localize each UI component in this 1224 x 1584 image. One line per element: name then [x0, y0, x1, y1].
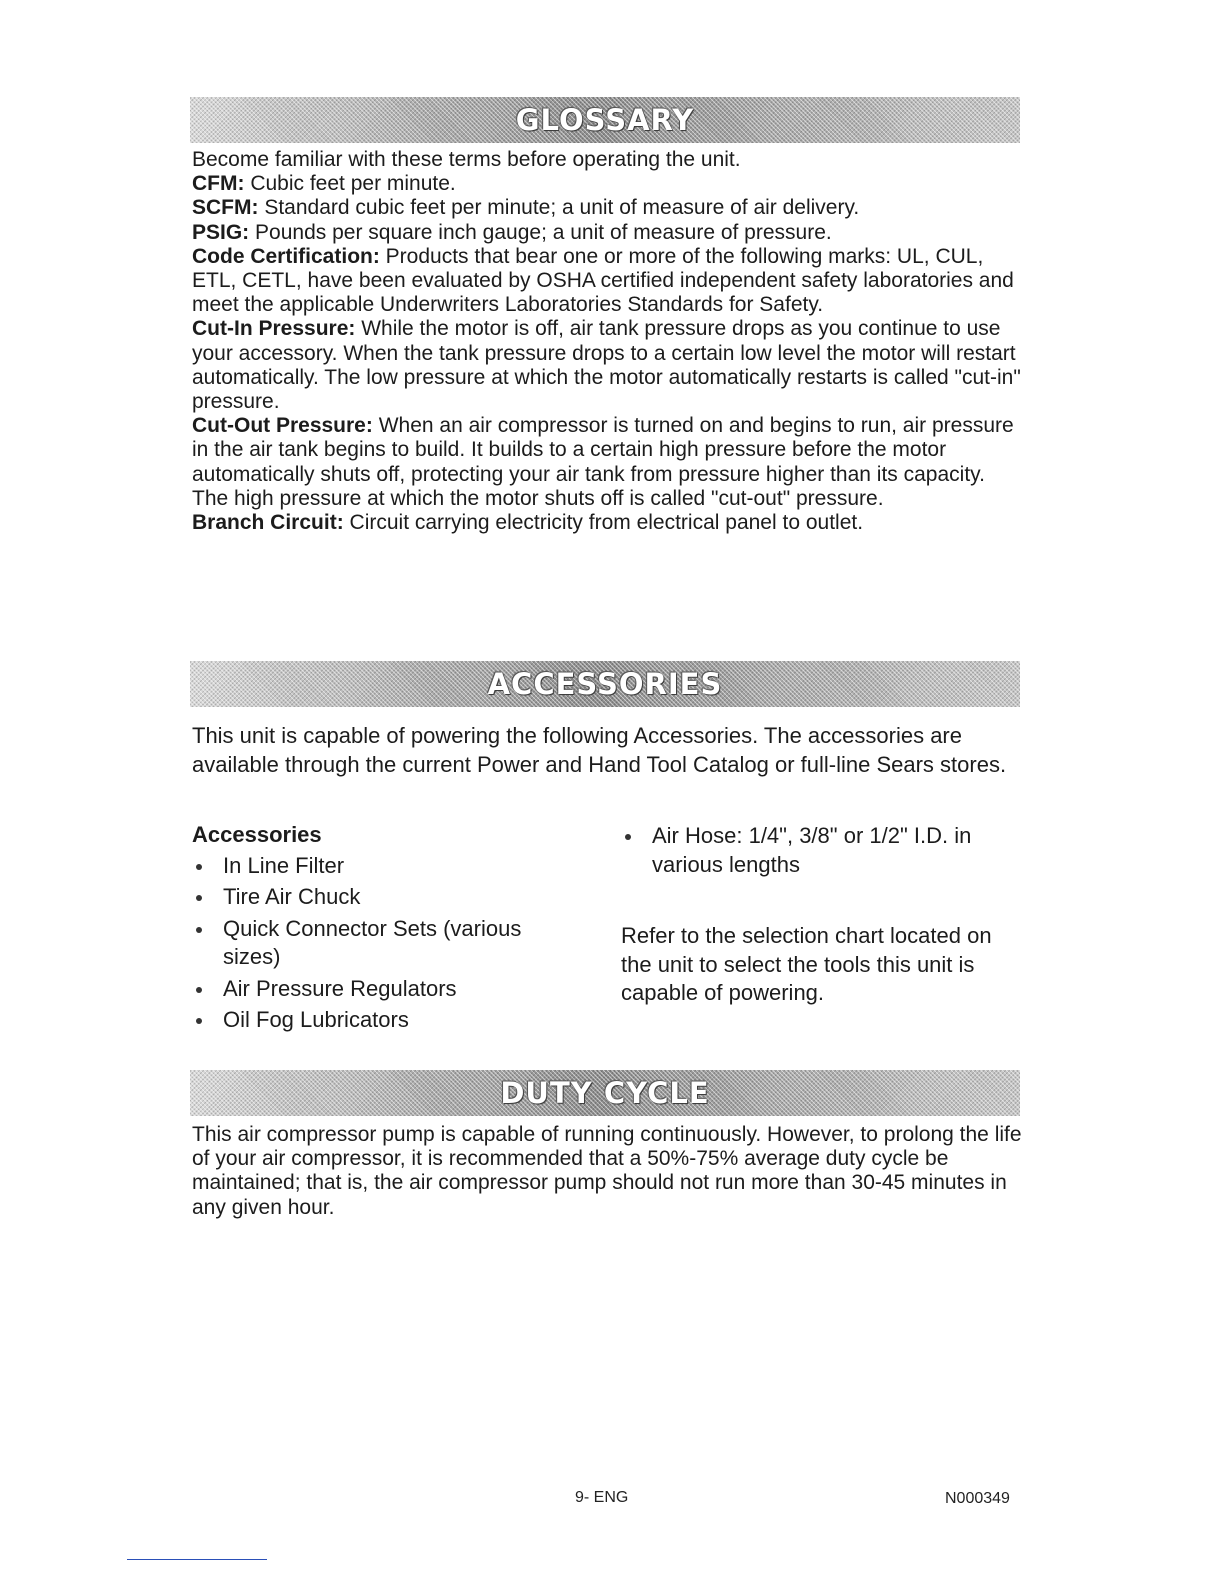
footer-divider [127, 1559, 267, 1560]
page-number: 9- ENG [575, 1489, 629, 1506]
glossary-definition: While the motor is off, air tank pressure drops as you continue to use your accessory. When the tank pressure drops to a certain low level the motor will restart automatically. The low pressure at which the motor automatically restarts is called "cut-in" pressure. [192, 317, 1021, 414]
glossary-section [192, 148, 1022, 535]
glossary-term: Cut-In Pressure: [192, 317, 356, 341]
accessories-list-heading: Accessories [192, 822, 322, 847]
accessories-right-column [621, 822, 1016, 1008]
bullet-icon [196, 927, 202, 933]
accessories-banner [190, 661, 1020, 707]
glossary-definition: Pounds per square inch gauge; a unit of measure of pressure. [249, 220, 832, 244]
glossary-intro: Become familiar with these terms before operating the unit. [192, 148, 741, 171]
glossary-entry-cut-out-pressure [192, 414, 1022, 511]
glossary-definition: Standard cubic feet per minute; a unit of measure of air delivery. [258, 196, 860, 220]
bullet-icon [625, 834, 631, 840]
glossary-definition: Products that bear one or more of the following marks: UL, CUL, ETL, CETL, have been evaluated by OSHA certified independent safety laboratories and meet the applicable Underwriters Laboratories Standards for Safety. [192, 244, 1014, 317]
glossary-definition: Cubic feet per minute. [244, 172, 456, 196]
list-item [192, 915, 562, 972]
accessories-list-right [621, 822, 1016, 879]
glossary-title: GLOSSARY [515, 103, 695, 137]
duty-cycle-banner [190, 1070, 1020, 1116]
bullet-icon [196, 1018, 202, 1024]
glossary-definition: When an air compressor is turned on and begins to run, air pressure in the air tank begins to build. It builds to a certain high pressure before the motor automatically shuts off, protecting your air tank from pressure higher than its capacity. The high pressure at which the motor shuts off is called "cut-out" pressure. [192, 414, 1014, 510]
glossary-entry-scfm [192, 196, 1022, 220]
bullet-icon [196, 895, 202, 901]
glossary-entry-code-certification [192, 245, 1022, 318]
list-item-text: Tire Air Chuck [223, 884, 361, 909]
duty-cycle-title: DUTY CYCLE [500, 1076, 710, 1110]
accessories-left-column [192, 821, 562, 1038]
accessories-note: Refer to the selection chart located on the unit to select the tools this unit is capable of powering. [621, 923, 992, 1005]
glossary-entry-cut-in-pressure [192, 317, 1022, 414]
list-item [192, 852, 562, 881]
glossary-term: Cut-Out Pressure: [192, 414, 373, 438]
list-item [192, 1006, 562, 1035]
list-item [192, 975, 562, 1004]
duty-cycle-text: This air compressor pump is capable of running continuously. However, to prolong the life of your air compressor, it is recommended that a 50%-75% average duty cycle be maintained; that is, the air compressor pump should not run more than 30-45 minutes in any given hour. [192, 1123, 1022, 1219]
bullet-icon [196, 987, 202, 993]
list-item-text: Air Pressure Regulators [223, 975, 457, 1001]
list-item-text: In Line Filter [223, 852, 345, 878]
document-code: N000349 [945, 1490, 1010, 1507]
accessories-list [192, 852, 562, 1035]
list-item-text: Oil Fog Lubricators [223, 1007, 409, 1032]
glossary-term: PSIG: [192, 220, 250, 244]
glossary-term: CFM: [192, 172, 245, 196]
list-item-text: Air Hose: 1/4", 3/8" or 1/2" I.D. in various lengths [652, 823, 972, 877]
accessories-intro: This unit is capable of powering the following Accessories. The accessories are available through the current Power and Hand Tool Catalog or full-line Sears stores. [192, 723, 1007, 777]
list-item-text: Quick Connector Sets (various sizes) [223, 915, 522, 969]
glossary-term: SCFM: [192, 196, 259, 220]
glossary-entry-psig [192, 221, 1022, 245]
glossary-definition: Circuit carrying electricity from electrical panel to outlet. [343, 511, 864, 535]
glossary-term: Code Certification: [192, 244, 380, 268]
accessories-title: ACCESSORIES [487, 667, 723, 701]
list-item [192, 883, 562, 912]
bullet-icon [196, 864, 202, 870]
glossary-banner [190, 97, 1020, 143]
list-item [621, 822, 1016, 879]
glossary-entry-cfm [192, 172, 1022, 196]
glossary-entry-branch-circuit [192, 511, 1022, 535]
glossary-term: Branch Circuit: [192, 511, 344, 535]
duty-cycle-section [192, 1123, 1022, 1220]
